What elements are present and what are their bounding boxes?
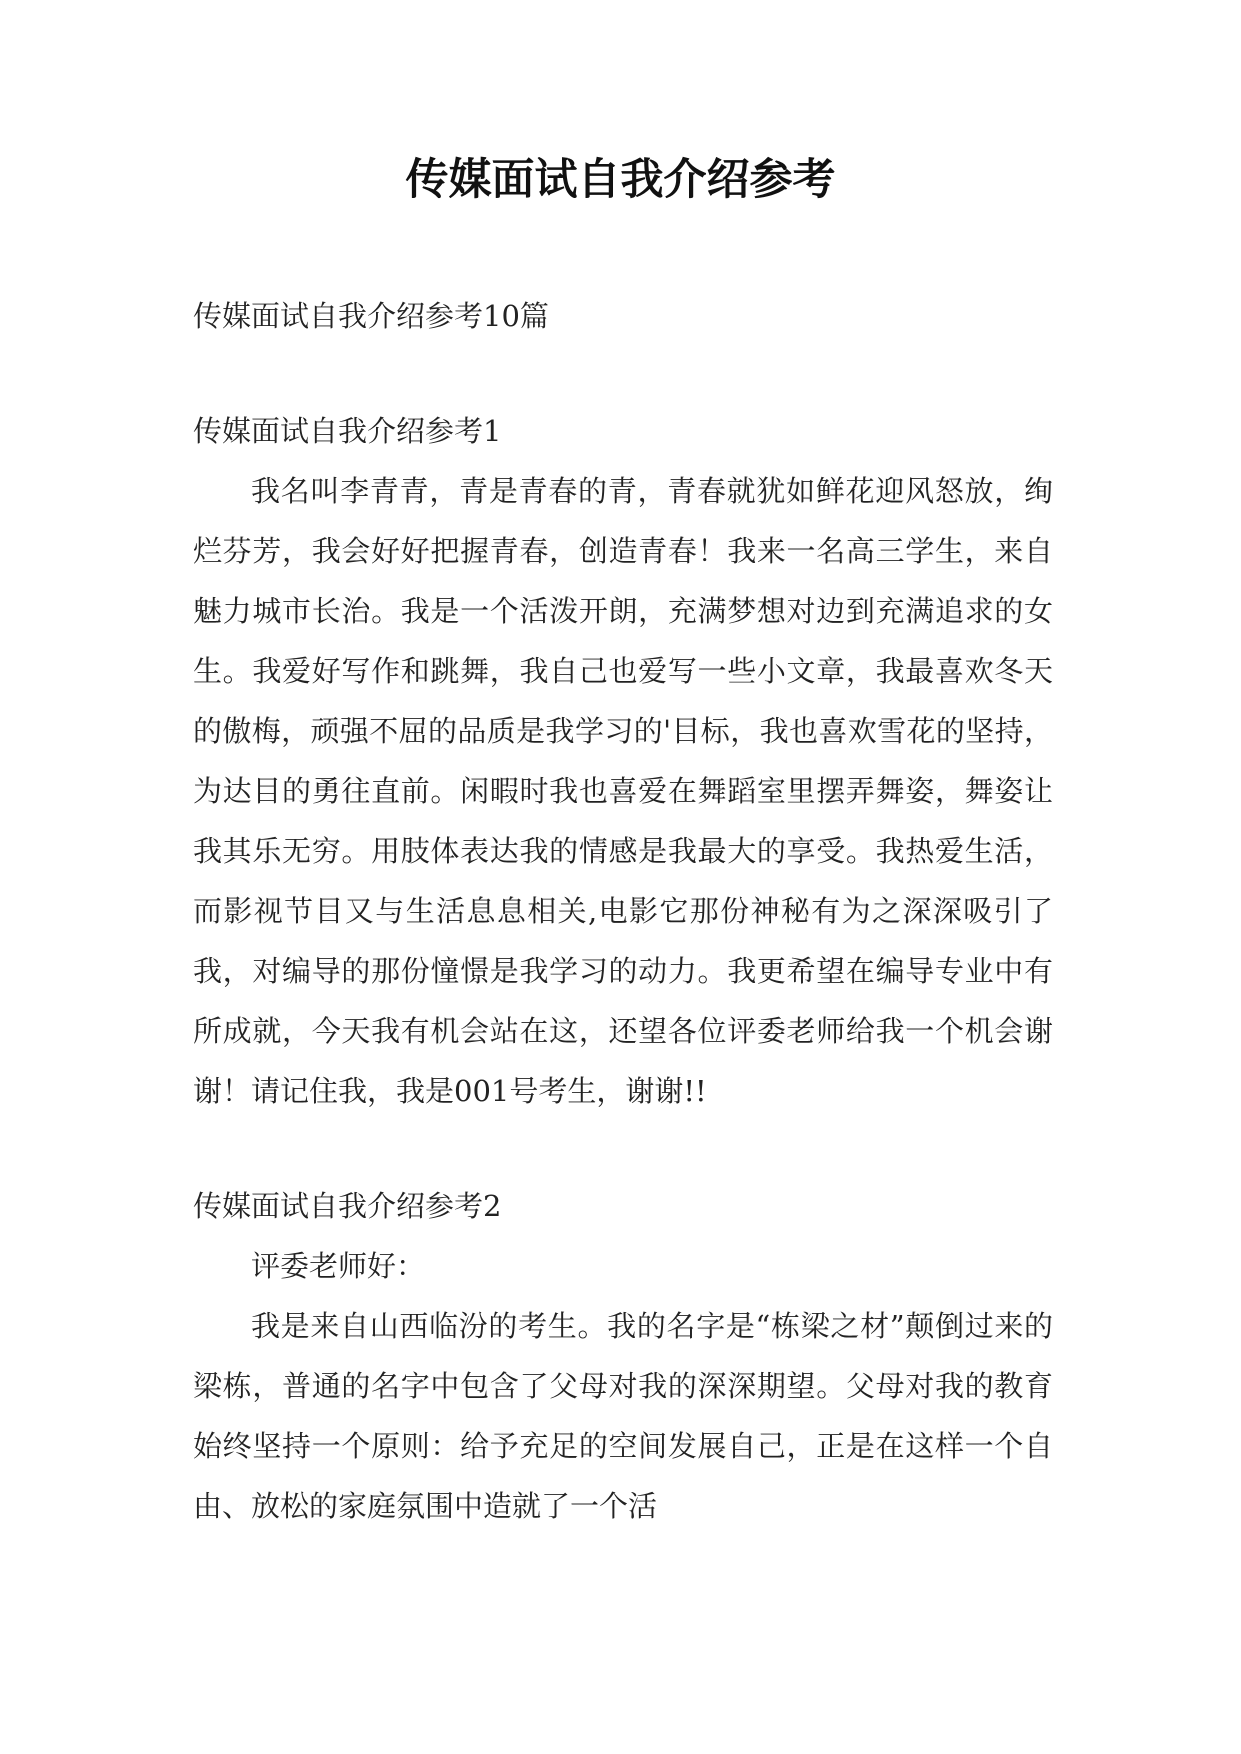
- document-body: [193, 286, 1053, 1536]
- section-greeting: 评委老师好：: [251, 1249, 426, 1283]
- section-2: [193, 1176, 1053, 1536]
- section-paragraph: 我名叫李青青，青是青春的青，青春就犹如鲜花迎风怒放，绚烂芬芳，我会好好把握青春，创造青春！我来一名高三学生，来自魅力城市长治。我是一个活泼开朗，充满梦想对边到充满追求的女生。我爱好写作和跳舞，我自己也爱写一些小文章，我最喜欢冬天的傲梅，顽强不屈的品质是我学习的'目标，我也喜欢雪花的坚持，为达目的勇往直前。闲暇时我也喜爱在舞蹈室里摆弄舞姿，舞姿让我其乐无穷。用肢体表达我的情感是我最大的享受。我热爱生活，而影视节目又与生活息息相关,电影它那份神秘有为之深深吸引了我，对编导的那份憧憬是我学习的动力。我更希望在编导专业中有所成就，今天我有机会站在这，还望各位评委老师给我一个机会谢谢！请记住我，我是001号考生，谢谢!!: [193, 474, 1053, 1108]
- section-paragraph: 我是来自山西临汾的考生。我的名字是“栋梁之材”颠倒过来的梁栋，普通的名字中包含了父母对我的深深期望。父母对我的教育始终坚持一个原则：给予充足的空间发展自己，正是在这样一个自由、放松的家庭氛围中造就了一个活: [193, 1309, 1053, 1523]
- document-title: 传媒面试自我介绍参考: [405, 155, 836, 205]
- section-heading: 传媒面试自我介绍参考1: [193, 414, 502, 448]
- document-subtitle: 传媒面试自我介绍参考10篇: [193, 299, 549, 333]
- section-1: [193, 401, 1053, 1121]
- spacer: [193, 1121, 1053, 1176]
- spacer: [193, 346, 1053, 401]
- section-heading: 传媒面试自我介绍参考2: [193, 1189, 502, 1223]
